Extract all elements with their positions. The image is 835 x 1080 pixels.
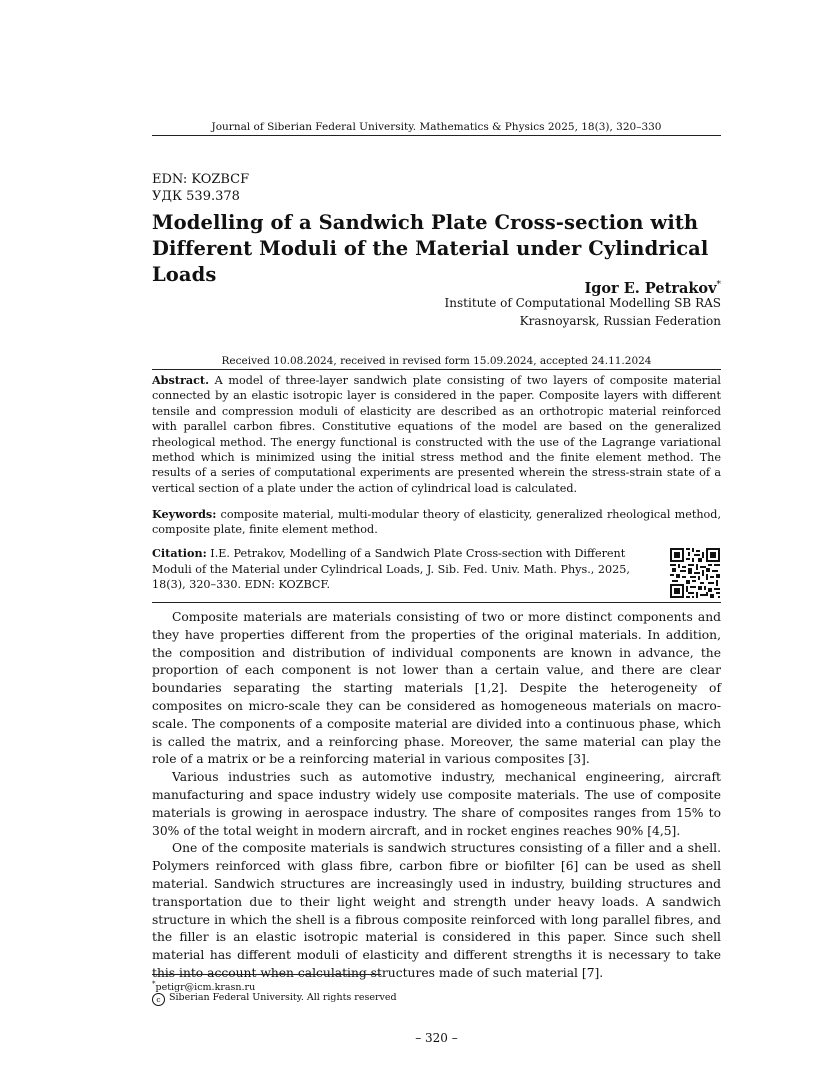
copyright-text: Siberian Federal University. All rights reserved <box>169 992 397 1003</box>
author-location: Krasnoyarsk, Russian Federation <box>519 314 721 328</box>
received-dates: Received 10.08.2024, received in revised form 15.09.2024, accepted 24.11.2024 <box>221 355 652 367</box>
body-paragraph: One of the composite materials is sandwich structures consisting of a filler and a shell. Polymers reinforced with glass fibre, carbon fibre or biofilter [6] can be used as shell material. Sandwich structures are increasingly used in industry, building structures and transportation due to their light weight and strength under heavy loads. A sandwich structure in which the shell is a fibrous composite reinforced with long parallel fibres, and the filler is an elastic isotropic material is considered in this paper. Since such shell material has different moduli of elasticity and different strengths it is necessary to take this into account when calculating structures made of such material [7]. <box>152 841 721 980</box>
citation-bottom-rule <box>152 602 721 603</box>
keywords <box>152 507 721 538</box>
abstract-text: A model of three-layer sandwich plate consisting of two layers of composite material connected by an elastic isotropic layer is considered in the paper. Composite layers with different tensile and compression moduli of elasticity are described as an orthotropic material reinforced with parallel carbon fibres. Constitutive equations of the model are based on the generalized rheological method. The energy functional is constructed with the use of the Lagrange variational method which is minimized using the initial stress method and the finite element method. The results of a series of computational experiments are presented wherein the stress-strain state of a vertical section of a plate under the action of cylindrical load is calculated. <box>152 374 721 495</box>
copyright-icon: c <box>152 993 165 1006</box>
footnote-rule <box>152 974 381 975</box>
author-name-text: Igor E. Petrakov <box>584 279 717 297</box>
author-name <box>584 276 721 298</box>
author-footnote-mark: * <box>716 280 721 290</box>
keywords-label: Keywords: <box>152 507 217 521</box>
journal-header: Journal of Siberian Federal University. Mathematics & Physics 2025, 18(3), 320–330 <box>211 121 662 133</box>
author-affiliation: Institute of Computational Modelling SB RAS <box>444 296 721 310</box>
udk-code: УДК 539.378 <box>152 189 240 204</box>
page-number: – 320 – <box>415 1031 458 1045</box>
body-text <box>152 609 721 983</box>
header-rule <box>152 135 721 136</box>
qr-code-icon[interactable] <box>670 548 720 598</box>
edn-code: EDN: KOZBCF <box>152 172 250 187</box>
citation-text: I.E. Petrakov, Modelling of a Sandwich Plate Cross-section with Different Moduli of the Material under Cylindrical Loads, J. Sib. Fed. Univ. Math. Phys., 2025, 18(3), 320–330. EDN: KOZBCF. <box>152 547 630 592</box>
abstract-top-rule <box>152 369 721 370</box>
author-email[interactable]: petigr@icm.krasn.ru <box>155 982 256 994</box>
abstract-label: Abstract. <box>152 373 209 387</box>
citation <box>152 546 647 593</box>
footnote-copyright <box>152 992 397 1006</box>
citation-label: Citation: <box>152 546 207 560</box>
footnote-email-mark: * <box>152 980 156 988</box>
abstract <box>152 373 721 496</box>
paper-title: Modelling of a Sandwich Plate Cross-section with Different Moduli of the Material under Cylindrical Loads <box>152 211 709 286</box>
keywords-text: composite material, multi-modular theory of elasticity, generalized rheological method, composite plate, finite element method. <box>152 508 722 537</box>
body-paragraph: Various industries such as automotive industry, mechanical engineering, aircraft manufacturing and space industry widely use composite materials. The use of composite materials is growing in aerospace industry. The share of composites ranges from 15% to 30% of the total weight in modern aircraft, and in rocket engines reaches 90% [4,5]. <box>152 770 721 838</box>
body-paragraph: Composite materials are materials consisting of two or more distinct components and they have properties different from the properties of the original materials. In addition, the composition and distribution of individual components are known in advance, the proportion of each component is not lower than a certain value, and there are clear boundaries separating the starting materials [1,2]. Despite the heterogeneity of composites on micro-scale they can be considered as homogeneous materials on macro-scale. The components of a composite material are divided into a continuous phase, which is called the matrix, and a reinforcing phase. Moreover, the same material can play the role of a matrix or be a reinforcing material in various composites [3]. <box>152 610 721 767</box>
